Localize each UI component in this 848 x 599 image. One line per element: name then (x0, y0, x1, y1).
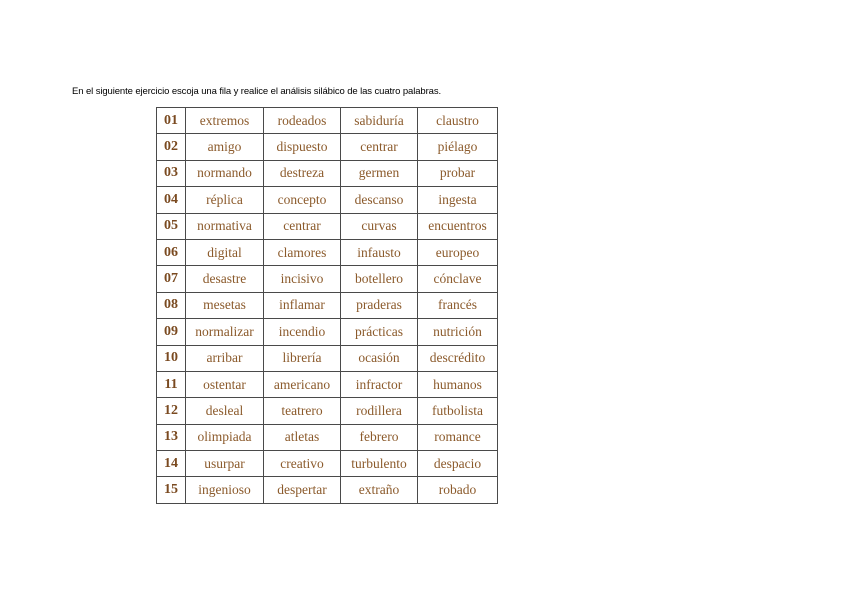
word-cell: rodillera (341, 398, 418, 424)
row-number: 15 (157, 477, 186, 503)
word-cell: despertar (264, 477, 341, 503)
word-cell: inflamar (264, 292, 341, 318)
word-cell: usurpar (186, 451, 264, 477)
word-cell: extremos (186, 108, 264, 134)
word-cell: robado (418, 477, 498, 503)
word-cell: centrar (264, 213, 341, 239)
word-cell: nutrición (418, 319, 498, 345)
word-cell: normando (186, 160, 264, 186)
table-row (157, 266, 498, 292)
row-number: 04 (157, 187, 186, 213)
word-cell: infractor (341, 371, 418, 397)
word-cell: prácticas (341, 319, 418, 345)
word-cell: febrero (341, 424, 418, 450)
word-cell: descanso (341, 187, 418, 213)
row-number: 13 (157, 424, 186, 450)
word-cell: centrar (341, 134, 418, 160)
row-number: 10 (157, 345, 186, 371)
word-cell: romance (418, 424, 498, 450)
word-cell: incisivo (264, 266, 341, 292)
row-number: 09 (157, 319, 186, 345)
table-row (157, 319, 498, 345)
word-cell: normativa (186, 213, 264, 239)
word-cell: amigo (186, 134, 264, 160)
table-row (157, 398, 498, 424)
row-number: 08 (157, 292, 186, 318)
word-cell: extraño (341, 477, 418, 503)
exercise-instructions: En el siguiente ejercicio escoja una fila y realice el análisis silábico de las cuatro palabras. (72, 86, 442, 97)
word-cell: normalizar (186, 319, 264, 345)
word-cell: olimpiada (186, 424, 264, 450)
word-cell: destreza (264, 160, 341, 186)
word-cell: ingenioso (186, 477, 264, 503)
table-row (157, 187, 498, 213)
word-cell: mesetas (186, 292, 264, 318)
word-cell: ocasión (341, 345, 418, 371)
word-cell: ingesta (418, 187, 498, 213)
row-number: 14 (157, 451, 186, 477)
table-row (157, 160, 498, 186)
row-number: 02 (157, 134, 186, 160)
word-cell: europeo (418, 239, 498, 265)
row-number: 06 (157, 239, 186, 265)
word-cell: desastre (186, 266, 264, 292)
row-number: 11 (157, 371, 186, 397)
word-cell: piélago (418, 134, 498, 160)
word-table-body (157, 108, 498, 504)
word-cell: réplica (186, 187, 264, 213)
table-row (157, 239, 498, 265)
table-row (157, 108, 498, 134)
word-cell: botellero (341, 266, 418, 292)
word-cell: rodeados (264, 108, 341, 134)
word-cell: claustro (418, 108, 498, 134)
word-cell: ostentar (186, 371, 264, 397)
table-row (157, 451, 498, 477)
word-cell: arribar (186, 345, 264, 371)
table-row (157, 424, 498, 450)
word-cell: cónclave (418, 266, 498, 292)
word-cell: infausto (341, 239, 418, 265)
word-cell: atletas (264, 424, 341, 450)
word-cell: curvas (341, 213, 418, 239)
row-number: 05 (157, 213, 186, 239)
word-cell: turbulento (341, 451, 418, 477)
word-cell: francés (418, 292, 498, 318)
word-cell: germen (341, 160, 418, 186)
word-cell: americano (264, 371, 341, 397)
word-cell: concepto (264, 187, 341, 213)
table-row (157, 292, 498, 318)
row-number: 01 (157, 108, 186, 134)
row-number: 12 (157, 398, 186, 424)
row-number: 03 (157, 160, 186, 186)
word-cell: encuentros (418, 213, 498, 239)
word-cell: desleal (186, 398, 264, 424)
word-cell: humanos (418, 371, 498, 397)
word-cell: praderas (341, 292, 418, 318)
word-cell: dispuesto (264, 134, 341, 160)
table-row (157, 371, 498, 397)
word-cell: futbolista (418, 398, 498, 424)
word-cell: digital (186, 239, 264, 265)
word-cell: clamores (264, 239, 341, 265)
syllable-word-table (156, 107, 498, 504)
table-row (157, 477, 498, 503)
word-cell: probar (418, 160, 498, 186)
word-cell: librería (264, 345, 341, 371)
table-row (157, 134, 498, 160)
word-cell: creativo (264, 451, 341, 477)
table-row (157, 345, 498, 371)
word-cell: descrédito (418, 345, 498, 371)
word-cell: despacio (418, 451, 498, 477)
row-number: 07 (157, 266, 186, 292)
word-cell: teatrero (264, 398, 341, 424)
table-row (157, 213, 498, 239)
word-cell: incendio (264, 319, 341, 345)
word-cell: sabiduría (341, 108, 418, 134)
